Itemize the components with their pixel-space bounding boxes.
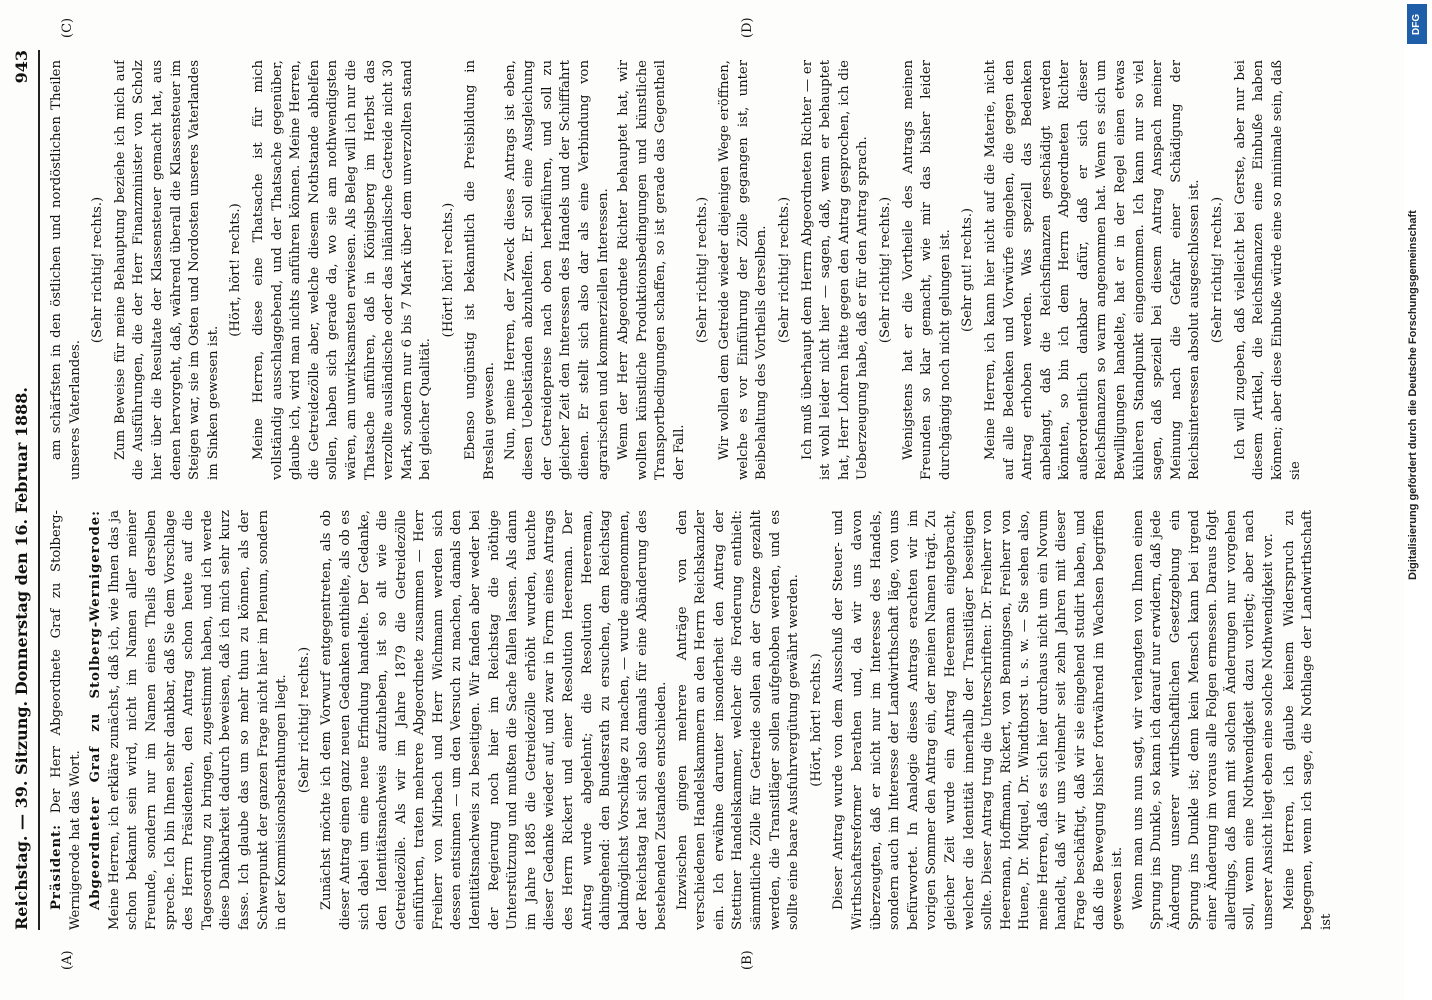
paragraph xyxy=(900,60,956,480)
paragraph xyxy=(716,60,772,480)
paragraph xyxy=(674,510,804,930)
paragraph-text: am schärfsten in den östlichen und nordöstlichen Theilen unseres Vaterlandes. xyxy=(49,60,83,480)
interjection: (Sehr richtig! rechts.) xyxy=(776,196,792,344)
interjection: (Sehr richtig! rechts.) xyxy=(1210,196,1226,344)
paragraph-text: Ich muß überhaupt dem Herrn Abgeordneten Richter — er ist wohl leider nicht hier — sagen, daß, wenn er behauptet hat, Herr Lohren hätte gegen den Antrag gesprochen, ich die Ueberzeugung habe, daß er für den Antrag sprach. xyxy=(799,60,871,480)
digitization-credit xyxy=(1404,0,1432,1000)
interjection: (Sehr richtig! rechts.) xyxy=(877,196,893,344)
paragraph-text: Meine Herren, ich kann hier nicht auf die Materie, nicht auf alle Bedenken und Vorwürfe eingehen, die gegen den Antrag erhoben werden. Was speziell das Bedenken anbelangt, daß die Reichsfinanzen geschädigt werden könnten, so bin ich dem Herrn Abgeordneten Richter außerordentlich dankbar dafür, daß er sich dieser Reichsfinanzen so warm angenommen hat. Wenn es sich um Bewilligungen handelte, hat er in der Regel einen etwas kühleren Standpunkt eingenommen. Ich kann nur so viel sagen, daß speziell bei diesem Antrag Anspach meiner Meinung nach die Gefahr einer Schädigung der Reichsinteressen absolut ausgeschlossen ist. xyxy=(982,60,1203,480)
paragraph xyxy=(615,60,689,480)
interjection: (Sehr richtig! rechts.) xyxy=(694,196,710,344)
paragraph xyxy=(1232,60,1306,480)
paragraph xyxy=(982,60,1205,480)
paragraph xyxy=(502,60,614,480)
paragraph-text: Wenn man uns nun sagt, wir verlangten von Ihnen einen Sprung ins Dunkle, so kann ich darauf nur erwidern, daß jede Änderung unserer wirthschaftlichen Gesetzgebung ein Sprung ins Dunkle ist; denn kein Mensch kann bei irgend einer Änderung im voraus alle Folgen ermessen. Daraus folgt allerdings, daß man mit solchen Änderungen nur vorgehen soll, wenn eine Nothwendigkeit dazu vorliegt; aber nach unserer Ansicht liegt eben eine solche Nothwendigkeit vor. xyxy=(1130,510,1276,930)
margin-marker-b: (B) xyxy=(740,950,755,970)
paragraph-text: Nun, meine Herren, der Zweck dieses Antrags ist eben, diesen Uebelständen abzuhelfen. Er soll eine Ausgleichung der Getreidepreise nach oben herbeiführen, und soll zu gleicher Zeit den Interessen des Handels und der Schifffahrt dienen. Er stellt sich also dar als eine Verbindung von agrarischen und kommerziellen Interessen. xyxy=(502,60,611,480)
speaker-name: Abgeordneter Graf zu Stolberg-Wernigerode: xyxy=(88,510,104,910)
paragraph-text: Ebenso ungünstig ist bekanntlich die Preisbildung in Breslau gewesen. xyxy=(463,60,498,480)
speaker-name: Präsident: xyxy=(49,823,64,910)
credit-text: Digitalisierung gefördert durch die Deutsche Forschungsgemeinschaft xyxy=(1407,210,1419,580)
paragraph xyxy=(318,510,671,930)
paragraph xyxy=(250,60,436,480)
paragraph-text: Dieser Antrag wurde von dem Ausschuß der Steuer- und Wirthschaftsreformer berathen und, da wir uns davon überzeugten, daß er nicht nur im Interesse des Handels, sondern auch im Interesse der Landwirthschaft läge, von uns befürwortet. In Analogie dieses Antrags erachten wir im vorigen Sommer den Antrag ein, der meinen Namen trägt. Zu gleicher Zeit wurde ein Antrag Heereman eingebracht, welcher die Identität innerhalb der Transitläger beseitigen sollte. Dieser Antrag trug die Unterschriften: Dr. Freiherr von Heereman, Hoffmann, Rickert, von Benningsen, Freiherr von Huene, Dr. Miquel, Dr. Windthorst u. s. w. — Sie sehen also, meine Herren, daß es sich hier durchaus nicht um ein Novum handelt, daß wir uns vielmehr seit zehn Jahren mit dieser Frage beschäftigt, daß wir sie eingehend studirt haben, und daß die Bewegung bisher fortwährend im Wachsen begriffen gewesen ist. xyxy=(831,510,1126,930)
paragraph xyxy=(462,60,499,480)
left-column xyxy=(48,510,1388,930)
paragraph xyxy=(1281,510,1337,930)
interjection: (Sehr richtig! rechts.) xyxy=(296,646,312,794)
paragraph-text: Meine Herren, ich erkläre zunächst, daß ich, wie Ihnen das ja schon bekannt sein wird, nicht im Namen aller meiner Freunde, sondern nur im Namen eines Theils derselben spreche. Ich bin Ihnen sehr dankbar, daß Sie dem Vorschlage des Herrn Präsidenten, den Antrag schon heute auf die Tagesordnung zu bringen, zugestimmt haben, und ich werde diese Dankbarkeit dadurch beweisen, daß ich mich sehr kurz fasse. Ich glaube das um so mehr thun zu können, als der Schwerpunkt der ganzen Frage nicht hier im Plenum, sondern in der Kommissionsberathungen liegt. xyxy=(106,510,290,930)
paragraph-text: Wenn der Herr Abgeordnete Richter behauptet hat, wir wollten künstliche Produktionsbedingungen und künstliche Transportbedingungen schaffen, so ist gerade das Gegentheil der Fall. xyxy=(616,60,687,480)
interjection: (Sehr gut! rechts.) xyxy=(960,207,976,333)
paragraph xyxy=(1130,510,1279,930)
margin-marker-c: (C) xyxy=(60,17,75,38)
paragraph-text: Zunächst möchte ich dem Vorwurf entgegentreten, als ob dieser Antrag einen ganz neuen Gedanken enthielte, als ob es sich dabei um eine neue Erfindung handelte. Der Gedanke, den Identitätsnachweis aufzuheben, ist so alt wie die Getreidezölle. Als wir im Jahre 1879 die Getreidezölle einführten, traten mehrere Abgeordnete zusammen — Herr Freiherr von Mirbach und Herr Wichmann werden sich dessen entsinnen — um den Versuch zu machen, damals den Identitätsnachweis zu beseitigen. Wir fanden aber weder bei der Regierung noch hier im Reichstag die nöthige Unterstützung und mußten die Sache fallen lassen. Als dann im Jahre 1885 die Getreidezölle erhöht wurden, tauchte dieser Gedanke wieder auf, und zwar in Form eines Antrags des Herrn Rickert und einer Resolution Heereman. Der Antrag wurde abgelehnt; die Resolution Heereman, dahingehend: den Bundesrath zu ersuchen, dem Reichstag baldmöglichst Vorschläge zu machen, — wurde angenommen, der Reichstag hat sich also damals für eine Abänderung des bestehenden Zustandes entschieden. xyxy=(319,510,669,930)
paragraph-text: Wir wollen dem Getreide wieder diejenigen Wege eröffnen, welche es vor Einführung der Zölle gegangen ist, unter Beibehaltung des Vortheils derselben. xyxy=(717,60,770,480)
margin-marker-d: (D) xyxy=(740,17,755,38)
interjection: (Hört, hört! rechts.) xyxy=(228,203,244,337)
paragraph-text: Der Herr Abgeordnete Graf zu Stolberg-Wernigerode hat das Wort. xyxy=(49,510,83,930)
interjection: (Hört! hört! rechts.) xyxy=(440,202,456,338)
interjection: (Sehr richtig! rechts.) xyxy=(90,196,106,344)
margin-marker-a: (A) xyxy=(60,950,75,970)
paragraph-text: Wenigstens hat er die Vortheile des Antrags meinen Freunden so klar gemacht, wie mir das bisher leider durchgängig noch nicht gelungen ist. xyxy=(900,60,953,480)
page-number: 943 xyxy=(12,50,31,84)
paragraph xyxy=(87,510,292,930)
paragraph-text: Meine Herren, diese eine Thatsache ist für mich vollständig ausschlaggebend, und der Thatsache gegenüber, glaube ich, wird man nichts anführen können. Meine Herren, die Getreidezölle aber, welche diesem Nothstande abhelfen sollen, haben sich gerade da, wo sie am nothwendigsten wären, am unwirksamsten erwiesen. Als Beleg will ich nur die Thatsache anführen, daß in Königsberg im Herbst das verzollte ausländische oder das inländische Getreide nicht 30 Mark, sondern nur 6 bis 7 Mark über dem unverzollten stand bei gleicher Qualität. xyxy=(250,60,434,480)
paragraph xyxy=(112,60,224,480)
paragraph xyxy=(830,510,1128,930)
paragraph-text: Ich will zugeben, daß vielleicht bei Gerste, aber nur bei diesem Artikel, die Reichsfinanzen eine Einbuße haben können; aber diese Einbuße würde eine so minimale sein, daß sie xyxy=(1232,60,1304,480)
dfg-logo: DFG xyxy=(1407,4,1427,44)
paragraph xyxy=(48,510,85,930)
paragraph-text: Zum Beweise für meine Behauptung beziehe ich mich auf die Ausführungen, die der Herr Finanzminister von Scholz hier über die Resultate der Klassensteuer gemacht hat, aus denen hervorgeht, daß, während überall die Klassensteuer im Steigen war, sie im Osten und Nordosten unseres Vaterlandes im Sinken gewesen ist. xyxy=(112,60,221,480)
paragraph-text: Inzwischen gingen mehrere Anträge von den verschiedenen Handelskammern an den Herrn Reichskanzler ein. Ich erwähne darunter insonderheit den Antrag der Stettiner Handelskammer, welcher die Forderung enthielt: sämmtliche Zölle für Getreide sollen an der Grenze gezahlt werden, die Transitläger sollen aufgehoben werden, und es sollte eine baare Ausfuhrvergütung gewährt werden. xyxy=(674,510,802,930)
page-header xyxy=(8,50,40,930)
paragraph xyxy=(48,60,85,480)
right-column xyxy=(48,60,1388,480)
paragraph xyxy=(799,60,873,480)
interjection: (Hört, hört! rechts.) xyxy=(808,653,824,787)
paragraph-text: Meine Herren, ich glaube keinem Widerspruch zu begegnen, wenn ich sage, die Nothlage der Landwirthschaft ist xyxy=(1281,510,1334,930)
running-header: Reichstag. — 39. Sitzung. Donnerstag den 16. Februar 1888. xyxy=(12,386,31,930)
